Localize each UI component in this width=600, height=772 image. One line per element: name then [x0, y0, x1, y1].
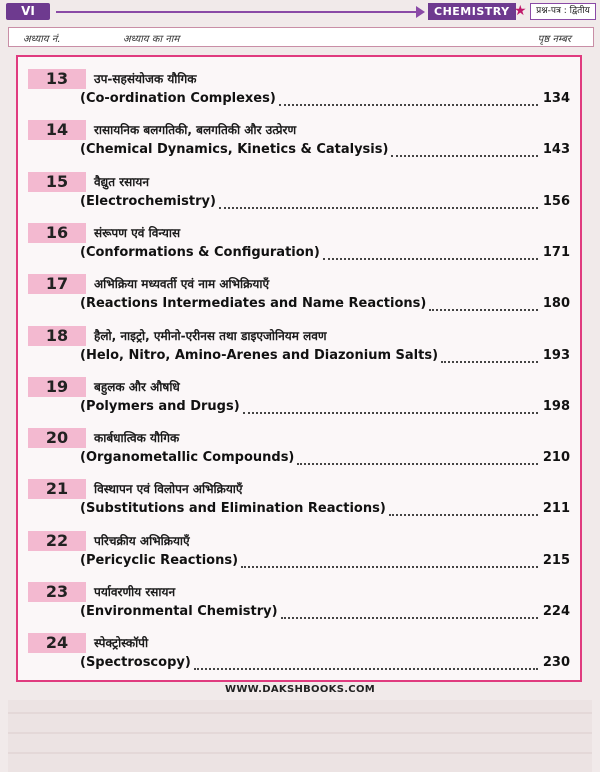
- chapter-page-number: 134: [540, 91, 570, 106]
- chapter-number: 17: [28, 274, 86, 294]
- chapter-page-number: 156: [540, 194, 570, 209]
- chapter-title-english: (Pericyclic Reactions): [80, 553, 241, 568]
- chapter-title-english: (Reactions Intermediates and Name Reactions): [80, 296, 429, 311]
- chapter-title-english: (Electrochemistry): [80, 194, 219, 209]
- toc-entry: [18, 270, 580, 322]
- leader-dots: [194, 668, 538, 670]
- chapter-title-hindi: वैद्युत रसायन: [94, 174, 149, 189]
- chapter-number: 16: [28, 223, 86, 243]
- chapter-title-hindi: विस्थापन एवं विलोपन अभिक्रियाएँ: [94, 482, 243, 497]
- chapter-number: 19: [28, 377, 86, 397]
- chapter-title-hindi: रासायनिक बलगतिकी, बलगतिकी और उत्प्रेरण: [94, 123, 297, 138]
- leader-dots: [243, 412, 538, 414]
- toc-entry: [18, 373, 580, 425]
- chapter-page-number: 211: [540, 501, 570, 516]
- table-of-contents: [16, 55, 582, 682]
- chapter-number: 20: [28, 428, 86, 448]
- leader-dots: [279, 104, 538, 106]
- chapter-page-number: 210: [540, 450, 570, 465]
- bleed-through-background: [8, 700, 592, 772]
- toc-entry: [18, 629, 580, 681]
- chapter-title-english: (Organometallic Compounds): [80, 450, 297, 465]
- chapter-title-hindi: कार्बधात्विक यौगिक: [94, 431, 180, 446]
- chapter-title-hindi: बहुलक और औषधि: [94, 379, 180, 394]
- leader-dots: [323, 258, 538, 260]
- toc-entry: [18, 65, 580, 117]
- chapter-number: 14: [28, 120, 86, 140]
- page-no-heading: पृष्ठ नम्बर: [537, 34, 571, 45]
- leader-dots: [391, 155, 538, 157]
- chapter-title-english: (Environmental Chemistry): [80, 604, 281, 619]
- toc-entry: [18, 116, 580, 168]
- paper-label: प्रश्न-पत्र : द्वितीय: [530, 3, 596, 20]
- chapter-title-english: (Substitutions and Elimination Reactions): [80, 501, 389, 516]
- leader-dots: [281, 617, 538, 619]
- chapter-title-hindi: संरूपण एवं विन्यास: [94, 225, 181, 240]
- toc-entry: [18, 219, 580, 271]
- star-icon: ★: [514, 3, 527, 19]
- leader-dots: [441, 361, 538, 363]
- chapter-title-english: (Conformations & Configuration): [80, 245, 323, 260]
- chapter-title-english: (Spectroscopy): [80, 655, 194, 670]
- toc-entry: [18, 527, 580, 579]
- chapter-title-hindi: परिचक्रीय अभिक्रियाएँ: [94, 533, 190, 548]
- chapter-title-english: (Polymers and Drugs): [80, 399, 243, 414]
- chapter-page-number: 198: [540, 399, 570, 414]
- leader-dots: [241, 566, 538, 568]
- leader-dots: [297, 463, 538, 465]
- chapter-title-hindi: हैलो, नाइट्रो, एमीनो-एरीनस तथा डाइएजोनियम लवण: [94, 328, 327, 343]
- chapter-title-hindi: उप-सहसंयोजक यौगिक: [94, 72, 197, 86]
- chapter-number: 15: [28, 172, 86, 192]
- page-header: [0, 0, 600, 22]
- toc-entry: [18, 475, 580, 527]
- page-number: VI: [6, 3, 50, 20]
- chapter-number: 21: [28, 479, 86, 499]
- chapter-number: 22: [28, 531, 86, 551]
- arrow-icon: [416, 6, 425, 18]
- toc-entry: [18, 322, 580, 374]
- chapter-name-heading: अध्याय का नाम: [123, 34, 180, 45]
- chapter-page-number: 193: [540, 348, 570, 363]
- subject-title: CHEMISTRY: [428, 3, 516, 20]
- chapter-page-number: 180: [540, 296, 570, 311]
- chapter-number: 24: [28, 633, 86, 653]
- chapter-number: 18: [28, 326, 86, 346]
- chapter-number: 13: [28, 69, 86, 89]
- leader-dots: [219, 207, 538, 209]
- chapter-page-number: 143: [540, 142, 570, 157]
- column-header: [8, 27, 594, 47]
- chapter-page-number: 230: [540, 655, 570, 670]
- toc-entry: [18, 578, 580, 630]
- chapter-page-number: 171: [540, 245, 570, 260]
- chapter-no-heading: अध्याय नं.: [23, 34, 61, 45]
- chapter-title-english: (Helo, Nitro, Amino-Arenes and Diazonium Salts): [80, 348, 441, 363]
- chapter-page-number: 224: [540, 604, 570, 619]
- chapter-title-english: (Chemical Dynamics, Kinetics & Catalysis): [80, 142, 391, 157]
- chapter-title-hindi: अभिक्रिया मध्यवर्ती एवं नाम अभिक्रियाएँ: [94, 277, 270, 292]
- toc-entry: [18, 168, 580, 220]
- chapter-title-english: (Co-ordination Complexes): [80, 91, 279, 106]
- chapter-title-hindi: स्पेक्ट्रोस्कॉपी: [94, 636, 149, 651]
- website-footer: WWW.DAKSHBOOKS.COM: [225, 684, 375, 695]
- leader-dots: [429, 309, 538, 311]
- header-rule: [56, 11, 418, 13]
- chapter-title-hindi: पर्यावरणीय रसायन: [94, 585, 176, 599]
- chapter-number: 23: [28, 582, 86, 602]
- leader-dots: [389, 514, 538, 516]
- toc-entry: [18, 424, 580, 476]
- chapter-page-number: 215: [540, 553, 570, 568]
